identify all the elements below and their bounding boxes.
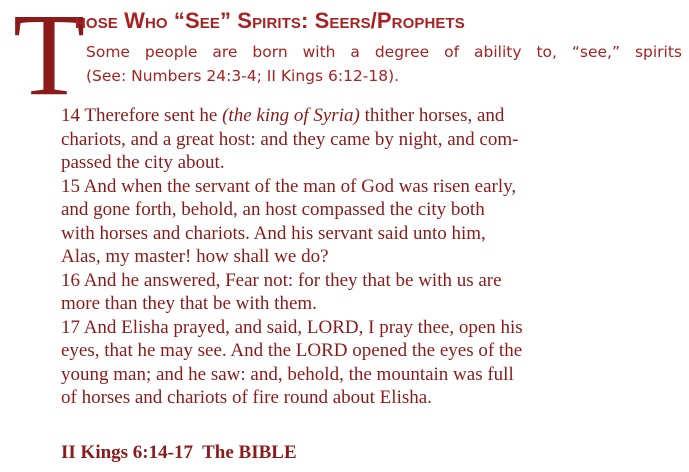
scripture-line: 17 And Elisha prayed, and said, LORD, I pray thee, open his [61,316,523,338]
intro-line-1: Some people are born with a degree of ability to, “see,” spirits [86,43,682,61]
verse-text: 14 Therefore sent he [61,105,223,126]
page-title: hose Who “See” Spirits: Seers/Prophets [75,8,465,33]
scripture-line: Alas, my master! how shall we do? [61,246,329,267]
scripture-citation: II Kings 6:14-17 The BIBLE [61,442,297,463]
scripture-line: passed the city about. [61,152,225,173]
scripture-line: more than they that be with them. [61,293,317,314]
scripture-line: of horses and chariots of fire round about Elisha. [61,387,432,408]
scripture-line: 16 And he answered, Fear not: for they that be with us are [61,269,502,291]
scripture-line: 15 And when the servant of the man of God was risen early, [61,175,517,197]
scripture-line: with horses and chariots. And his servant said unto him, [61,222,486,244]
verse-italic-aside: (the king of Syria) [222,105,360,126]
verse-text: thither horses, and [359,105,505,126]
scripture-line: and gone forth, behold, an host compassed the city both [61,199,485,220]
scripture-passage [61,104,621,410]
scripture-line: chariots, and a great host: and they came by night, and com- [61,128,519,150]
scripture-line: eyes, that he may see. And the LORD opened the eyes of the [61,340,523,361]
drop-cap-letter: T [13,0,86,120]
intro-line-2: (See: Numbers 24:3-4; II Kings 6:12-18). [86,67,400,85]
scripture-line [61,104,621,128]
intro-paragraph [86,40,682,88]
scripture-line: young man; and he saw: and, behold, the mountain was full [61,363,514,385]
